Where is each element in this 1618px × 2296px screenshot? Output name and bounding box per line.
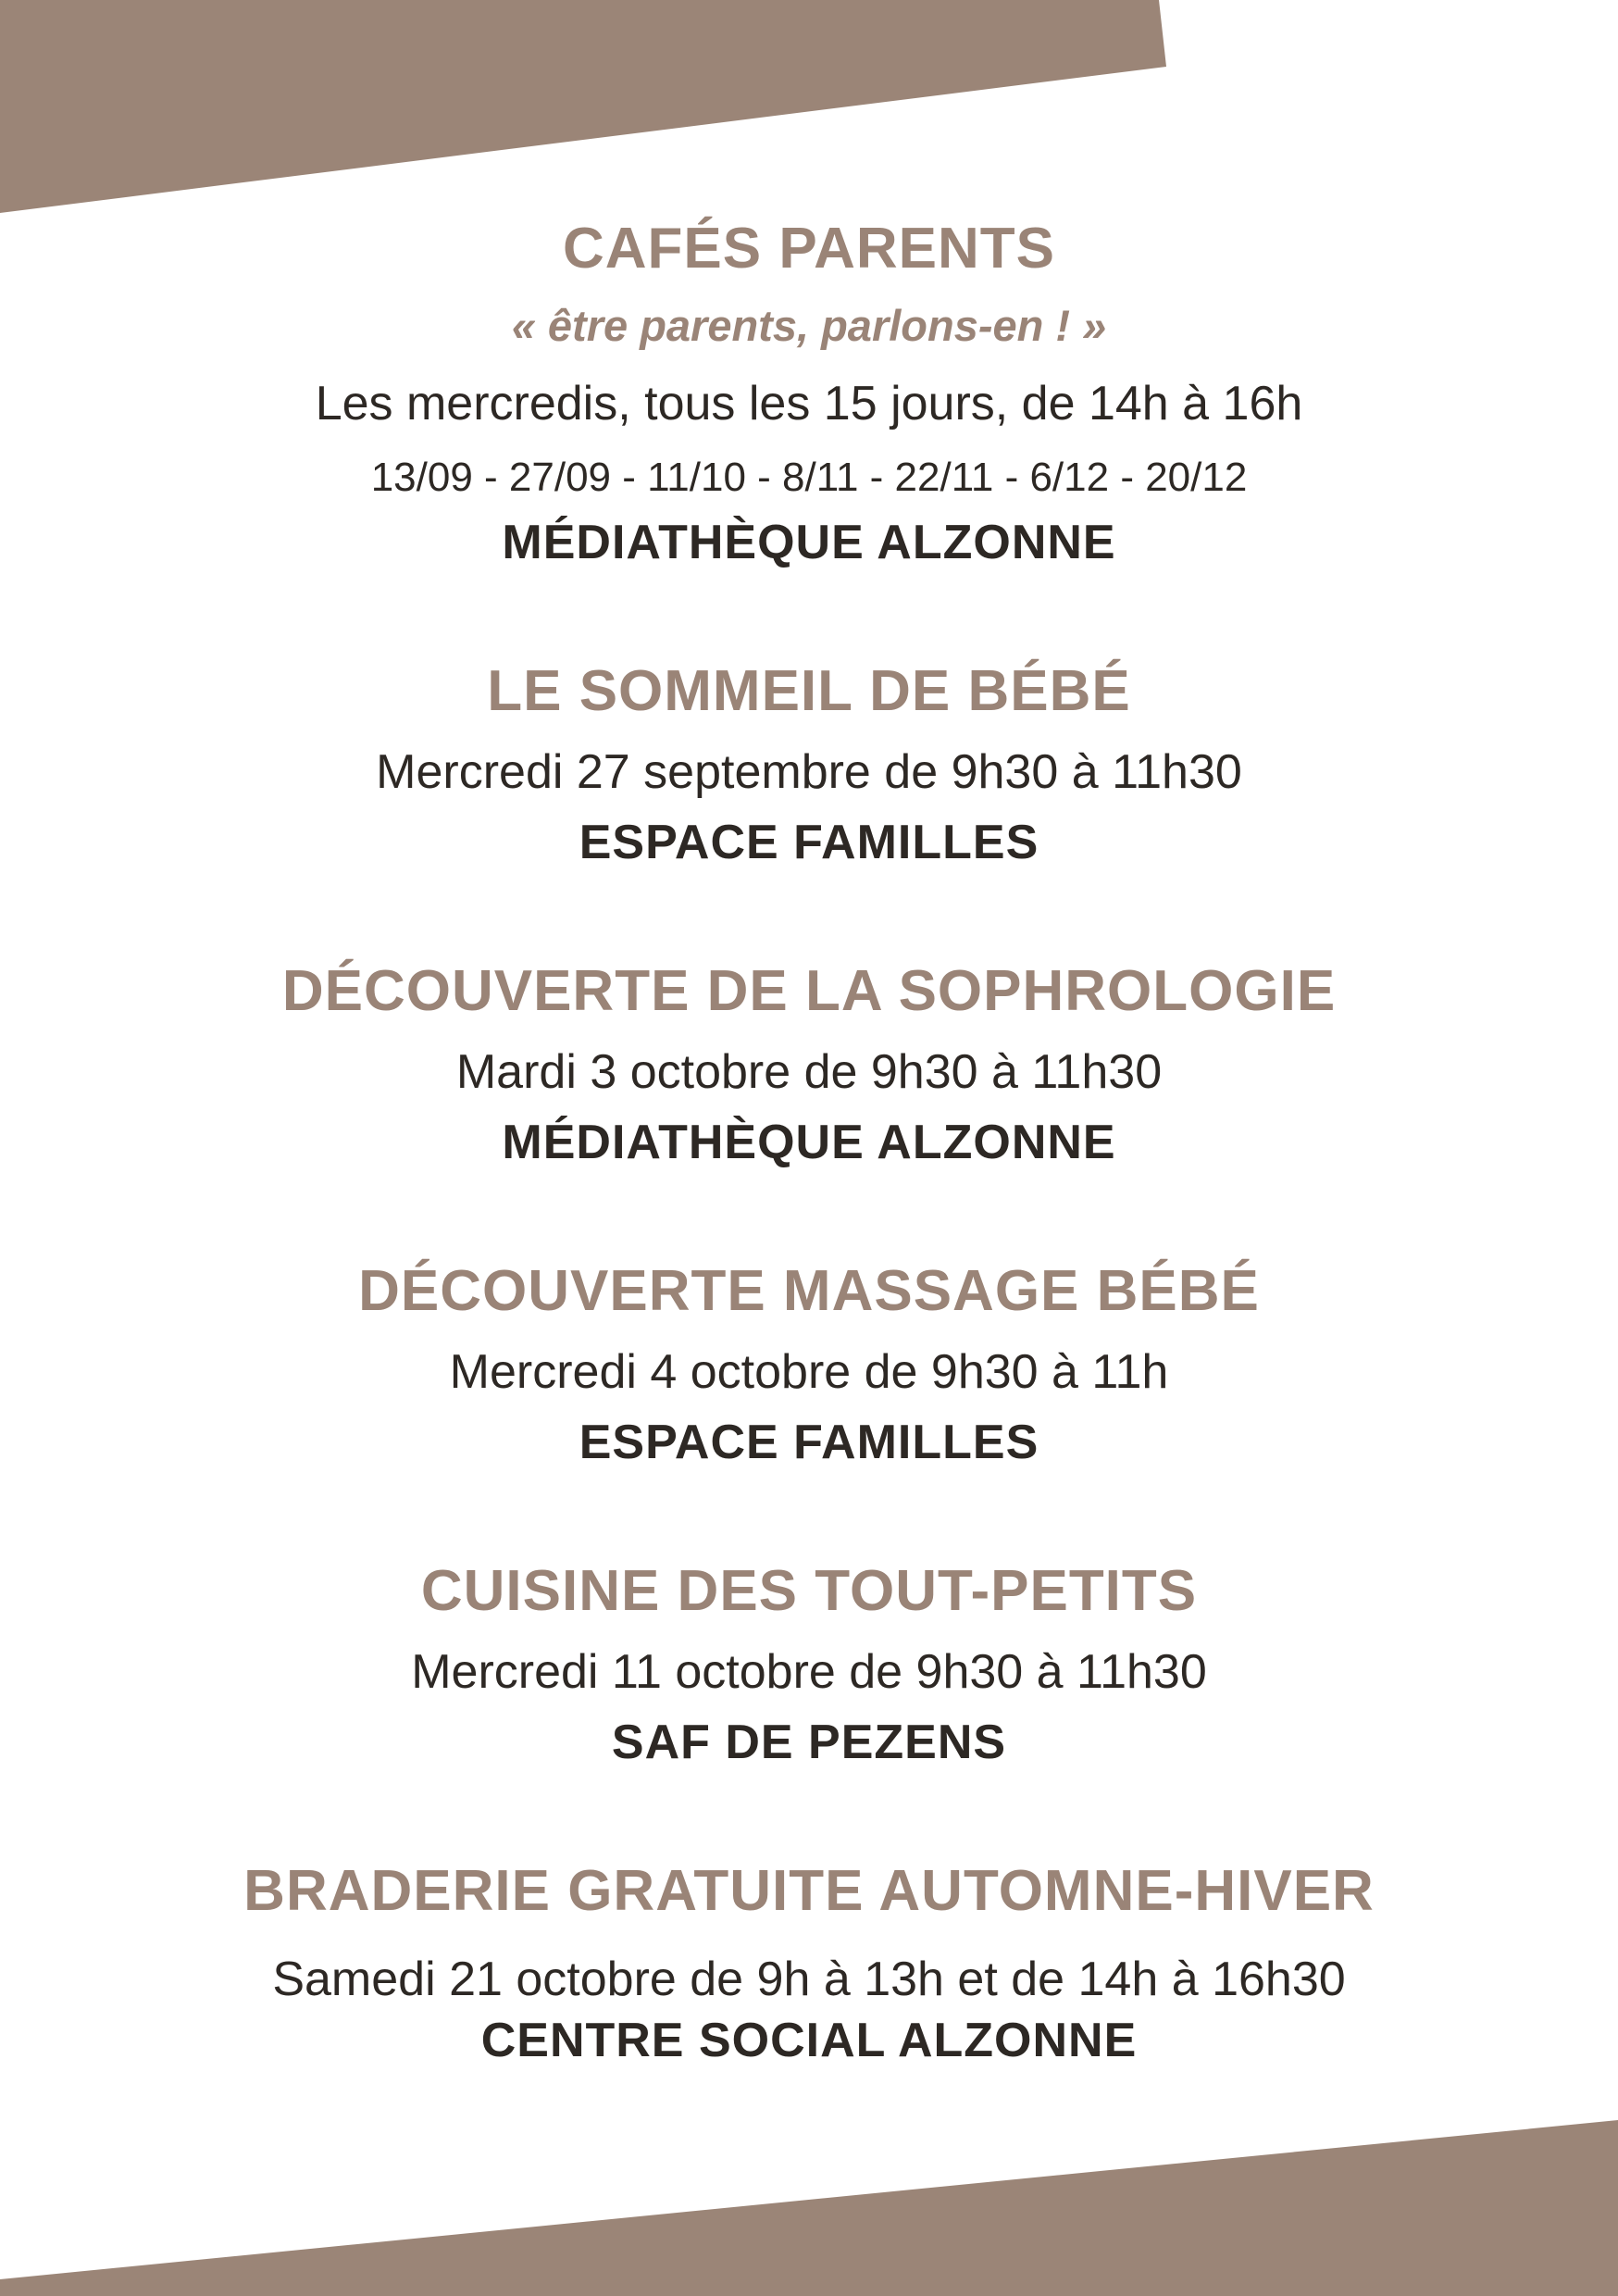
event-location: ESPACE FAMILLES — [579, 816, 1039, 869]
event-schedule: Mercredi 11 octobre de 9h30 à 11h30 — [411, 1645, 1207, 1699]
bottom-band — [0, 2120, 1618, 2296]
event-location: ESPACE FAMILLES — [579, 1416, 1039, 1469]
event-title: BRADERIE GRATUITE AUTOMNE-HIVER — [243, 1859, 1375, 1923]
event-location: CENTRE SOCIAL ALZONNE — [480, 2014, 1138, 2067]
event-title: CAFÉS PARENTS — [562, 217, 1055, 281]
event-tagline: « être parents, parlons-en ! » — [511, 301, 1107, 350]
event-title: DÉCOUVERTE DE LA SOPHROLOGIE — [281, 959, 1337, 1023]
event-title: DÉCOUVERTE MASSAGE BÉBÉ — [358, 1259, 1260, 1323]
event-schedule: Mardi 3 octobre de 9h30 à 11h30 — [455, 1045, 1163, 1099]
event-location: SAF DE PEZENS — [611, 1716, 1007, 1769]
event-schedule: Mercredi 4 octobre de 9h30 à 11h — [449, 1345, 1169, 1399]
event-location: MÉDIATHÈQUE ALZONNE — [502, 1116, 1116, 1169]
event-dates: 13/09 - 27/09 - 11/10 - 8/11 - 22/11 - 6/12 - 20/12 — [370, 455, 1248, 500]
top-band — [0, 0, 1166, 213]
event-schedule: Les mercredis, tous les 15 jours, de 14h à 16h — [315, 377, 1303, 430]
event-title: CUISINE DES TOUT-PETITS — [420, 1559, 1198, 1623]
event-schedule: Samedi 21 octobre de 9h à 13h et de 14h à 16h30 — [272, 1953, 1346, 2006]
event-schedule: Mercredi 27 septembre de 9h30 à 11h30 — [376, 745, 1242, 799]
event-title: LE SOMMEIL DE BÉBÉ — [487, 659, 1131, 723]
event-location: MÉDIATHÈQUE ALZONNE — [502, 516, 1116, 569]
